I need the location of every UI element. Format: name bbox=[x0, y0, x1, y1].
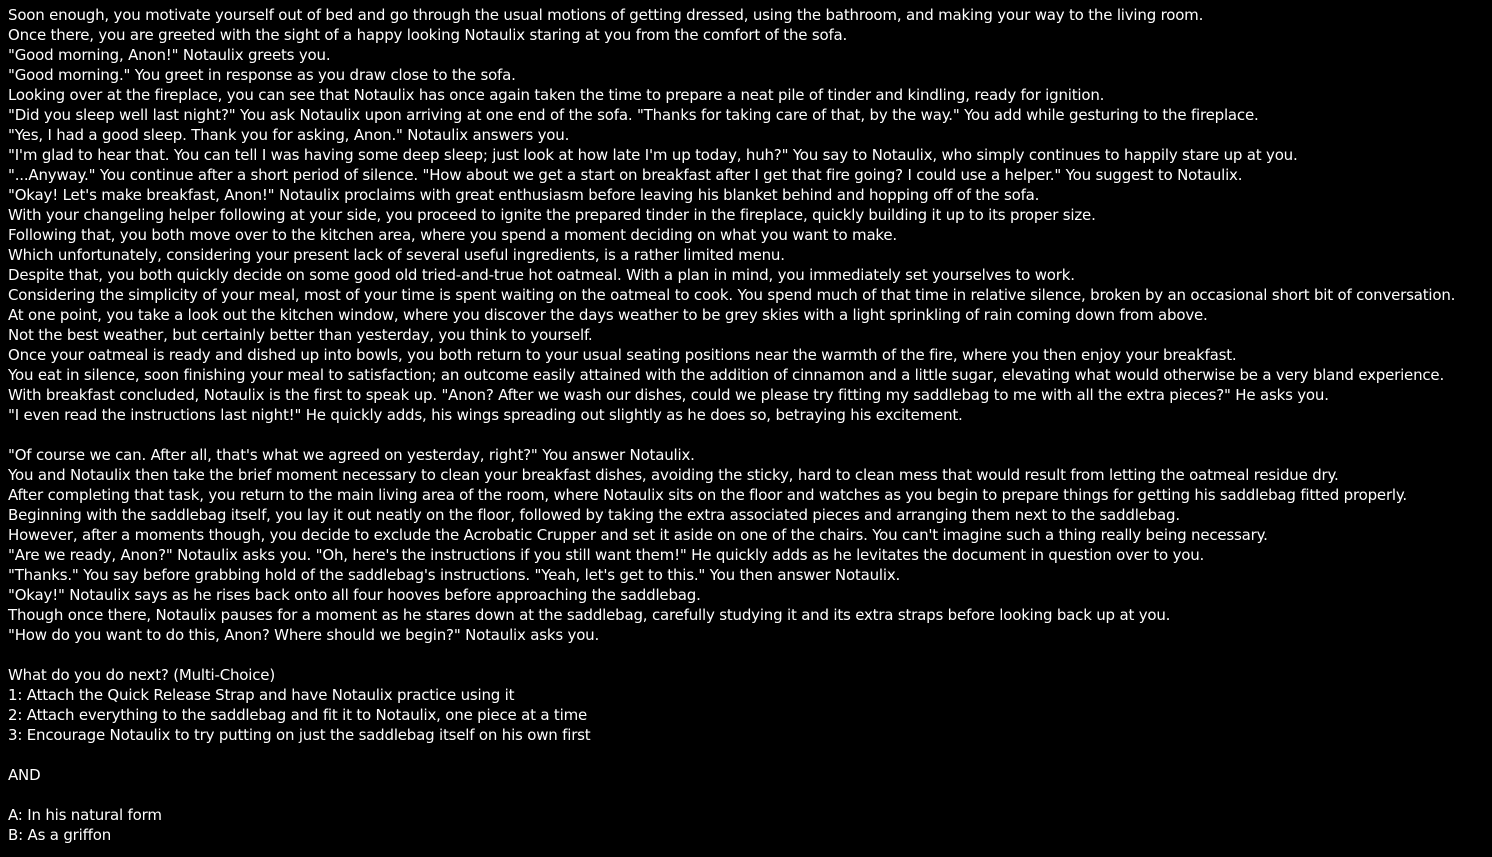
story-line: "I even read the instructions last night!" He quickly adds, his wings spreading out slightly as he does so, betraying his excitement. bbox=[8, 406, 963, 424]
choice-option-b: B: As a griffon bbox=[8, 826, 112, 844]
blank-line bbox=[8, 785, 1490, 805]
story-line: At one point, you take a look out the kitchen window, where you discover the days weather to be grey skies with a light sprinkling of rain coming down from above. bbox=[8, 306, 1208, 324]
story-line: However, after a moments though, you decide to exclude the Acrobatic Crupper and set it aside on one of the chairs. You can't imagine such a thing really being necessary. bbox=[8, 526, 1268, 544]
story-line: Once your oatmeal is ready and dished up into bowls, you both return to your usual seating positions near the warmth of the fire, where you then enjoy your breakfast. bbox=[8, 346, 1237, 364]
story-line: "Okay! Let's make breakfast, Anon!" Notaulix proclaims with great enthusiasm before leaving his blanket behind and hopping off of the sofa. bbox=[8, 186, 1040, 204]
choice-option-a: A: In his natural form bbox=[8, 806, 162, 824]
story-line: "How do you want to do this, Anon? Where should we begin?" Notaulix asks you. bbox=[8, 626, 600, 644]
story-line: Once there, you are greeted with the sight of a happy looking Notaulix staring at you from the comfort of the sofa. bbox=[8, 26, 848, 44]
story-line: Though once there, Notaulix pauses for a moment as he stares down at the saddlebag, carefully studying it and its extra straps before looking back up at you. bbox=[8, 606, 1171, 624]
story-line: With breakfast concluded, Notaulix is the first to speak up. "Anon? After we wash our dishes, could we please try fitting my saddlebag to me with all the extra pieces?" He asks you. bbox=[8, 386, 1329, 404]
blank-line bbox=[8, 645, 1490, 665]
story-line: "Thanks." You say before grabbing hold of the saddlebag's instructions. "Yeah, let's get to this." You then answer Notaulix. bbox=[8, 566, 901, 584]
story-line: Which unfortunately, considering your present lack of several useful ingredients, is a rather limited menu. bbox=[8, 246, 785, 264]
choice-option-3: 3: Encourage Notaulix to try putting on just the saddlebag itself on his own first bbox=[8, 726, 591, 744]
choice-prompt: What do you do next? (Multi-Choice) bbox=[8, 666, 275, 684]
blank-line bbox=[8, 745, 1490, 765]
story-line: "Good morning, Anon!" Notaulix greets you. bbox=[8, 46, 331, 64]
story-line: Following that, you both move over to the kitchen area, where you spend a moment deciding on what you want to make. bbox=[8, 226, 897, 244]
story-line: "Yes, I had a good sleep. Thank you for asking, Anon." Notaulix answers you. bbox=[8, 126, 570, 144]
story-line: Beginning with the saddlebag itself, you lay it out neatly on the floor, followed by taking the extra associated pieces and arranging them next to the saddlebag. bbox=[8, 506, 1180, 524]
story-line: "Did you sleep well last night?" You ask Notaulix upon arriving at one end of the sofa. "Thanks for taking care of that, by the way." You add while gesturing to the fireplace. bbox=[8, 106, 1259, 124]
story-line: Soon enough, you motivate yourself out of bed and go through the usual motions of getting dressed, using the bathroom, and making your way to the living room. bbox=[8, 6, 1204, 24]
story-line: "I'm glad to hear that. You can tell I was having some deep sleep; just look at how late I'm up today, huh?" You say to Notaulix, who simply continues to happily stare up at you. bbox=[8, 146, 1298, 164]
story-line: "Of course we can. After all, that's what we agreed on yesterday, right?" You answer Notaulix. bbox=[8, 446, 695, 464]
choice-option-2: 2: Attach everything to the saddlebag and fit it to Notaulix, one piece at a time bbox=[8, 706, 588, 724]
story-text bbox=[8, 5, 1490, 845]
story-line: You eat in silence, soon finishing your meal to satisfaction; an outcome easily attained with the addition of cinnamon and a little sugar, elevating what would otherwise be a very bland experience. bbox=[8, 366, 1445, 384]
story-line: "Good morning." You greet in response as you draw close to the sofa. bbox=[8, 66, 516, 84]
story-line: "Okay!" Notaulix says as he rises back onto all four hooves before approaching the saddlebag. bbox=[8, 586, 701, 604]
story-line: Considering the simplicity of your meal, most of your time is spent waiting on the oatmeal to cook. You spend much of that time in relative silence, broken by an occasional short bit of conversation. bbox=[8, 286, 1456, 304]
story-line: With your changeling helper following at your side, you proceed to ignite the prepared tinder in the fireplace, quickly building it up to its proper size. bbox=[8, 206, 1096, 224]
blank-line bbox=[8, 425, 1490, 445]
story-line: "...Anyway." You continue after a short period of silence. "How about we get a start on breakfast after I get that fire going? I could use a helper." You suggest to Notaulix. bbox=[8, 166, 1243, 184]
story-line: You and Notaulix then take the brief moment necessary to clean your breakfast dishes, avoiding the sticky, hard to clean mess that would result from letting the oatmeal residue dry. bbox=[8, 466, 1339, 484]
story-line: Despite that, you both quickly decide on some good old tried-and-true hot oatmeal. With a plan in mind, you immediately set yourselves to work. bbox=[8, 266, 1075, 284]
story-line: After completing that task, you return to the main living area of the room, where Notaulix sits on the floor and watches as you begin to prepare things for getting his saddlebag fitted properly. bbox=[8, 486, 1407, 504]
choice-option-1: 1: Attach the Quick Release Strap and have Notaulix practice using it bbox=[8, 686, 515, 704]
story-line: "Are we ready, Anon?" Notaulix asks you. "Oh, here's the instructions if you still want them!" He quickly adds as he levitates the document in question over to you. bbox=[8, 546, 1205, 564]
story-line: Not the best weather, but certainly better than yesterday, you think to yourself. bbox=[8, 326, 593, 344]
story-line: Looking over at the fireplace, you can see that Notaulix has once again taken the time to prepare a neat pile of tinder and kindling, ready for ignition. bbox=[8, 86, 1105, 104]
choice-conjunction: AND bbox=[8, 766, 41, 784]
